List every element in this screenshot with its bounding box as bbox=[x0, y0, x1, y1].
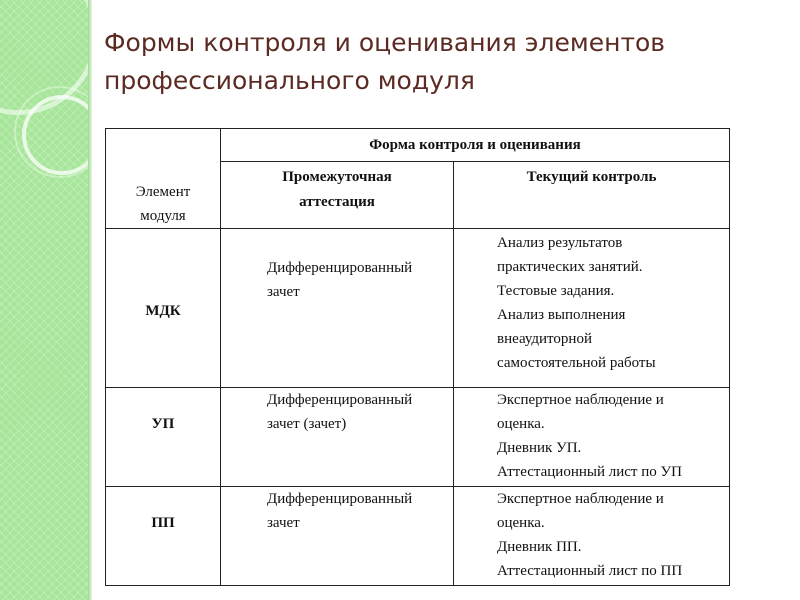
row-current-line: Дневник УП. bbox=[497, 440, 582, 456]
row-current-line: оценка. bbox=[497, 416, 545, 432]
row-interim-line: зачет (зачет) bbox=[267, 416, 347, 432]
row-current-line: практических занятий. bbox=[497, 259, 643, 275]
row-interim-line: Дифференцированный bbox=[267, 392, 413, 408]
row-current-cell bbox=[454, 388, 730, 487]
header-current bbox=[454, 162, 730, 229]
row-element: УП bbox=[151, 416, 175, 432]
row-current-line: Тестовые задания. bbox=[497, 283, 615, 299]
table-row bbox=[106, 229, 730, 388]
slide-title-line: профессионального модуля bbox=[104, 66, 475, 95]
row-interim-cell bbox=[221, 229, 454, 388]
header-group bbox=[221, 129, 730, 162]
row-current-line: Аттестационный лист по УП bbox=[497, 464, 682, 480]
row-current-cell bbox=[454, 487, 730, 586]
table-header-row bbox=[106, 129, 730, 162]
side-band-edge bbox=[88, 0, 92, 600]
row-current-line: Анализ выполнения bbox=[497, 307, 626, 323]
header-interim-label: Промежуточная bbox=[282, 169, 392, 185]
row-current-line: внеаудиторной bbox=[497, 331, 592, 347]
header-group-label: Форма контроля и оценивания bbox=[369, 136, 581, 153]
header-current-label: Текущий контроль bbox=[526, 169, 657, 185]
row-current-line: Анализ результатов bbox=[497, 235, 623, 251]
row-element: МДК bbox=[145, 303, 181, 319]
row-element: ПП bbox=[151, 515, 175, 531]
table-row bbox=[106, 487, 730, 586]
header-element-column bbox=[106, 129, 221, 229]
row-current-line: Экспертное наблюдение и bbox=[497, 491, 664, 507]
row-interim-line: Дифференцированный bbox=[267, 260, 413, 276]
header-interim bbox=[221, 162, 454, 229]
row-current-line: Экспертное наблюдение и bbox=[497, 392, 664, 408]
row-interim-cell bbox=[221, 487, 454, 586]
row-element-cell bbox=[106, 388, 221, 487]
header-element-label: модуля bbox=[140, 208, 186, 224]
row-element-cell bbox=[106, 487, 221, 586]
row-current-line: Аттестационный лист по ПП bbox=[497, 563, 683, 579]
row-current-cell bbox=[454, 229, 730, 388]
row-current-line: самостоятельной работы bbox=[497, 355, 656, 371]
table-row bbox=[106, 388, 730, 487]
row-current-line: оценка. bbox=[497, 515, 545, 531]
decorative-side-band bbox=[0, 0, 88, 600]
row-interim-line: зачет bbox=[267, 284, 300, 300]
slide-title bbox=[104, 24, 784, 100]
row-interim-cell bbox=[221, 388, 454, 487]
row-current-line: Дневник ПП. bbox=[497, 539, 582, 555]
row-interim-line: зачет bbox=[267, 515, 300, 531]
slide-title-line: Формы контроля и оценивания элементов bbox=[104, 28, 666, 57]
control-forms-table bbox=[105, 128, 730, 586]
row-interim-line: Дифференцированный bbox=[267, 491, 413, 507]
header-element-label: Элемент bbox=[135, 184, 191, 200]
row-element-cell bbox=[106, 229, 221, 388]
header-interim-label: аттестация bbox=[299, 194, 375, 210]
